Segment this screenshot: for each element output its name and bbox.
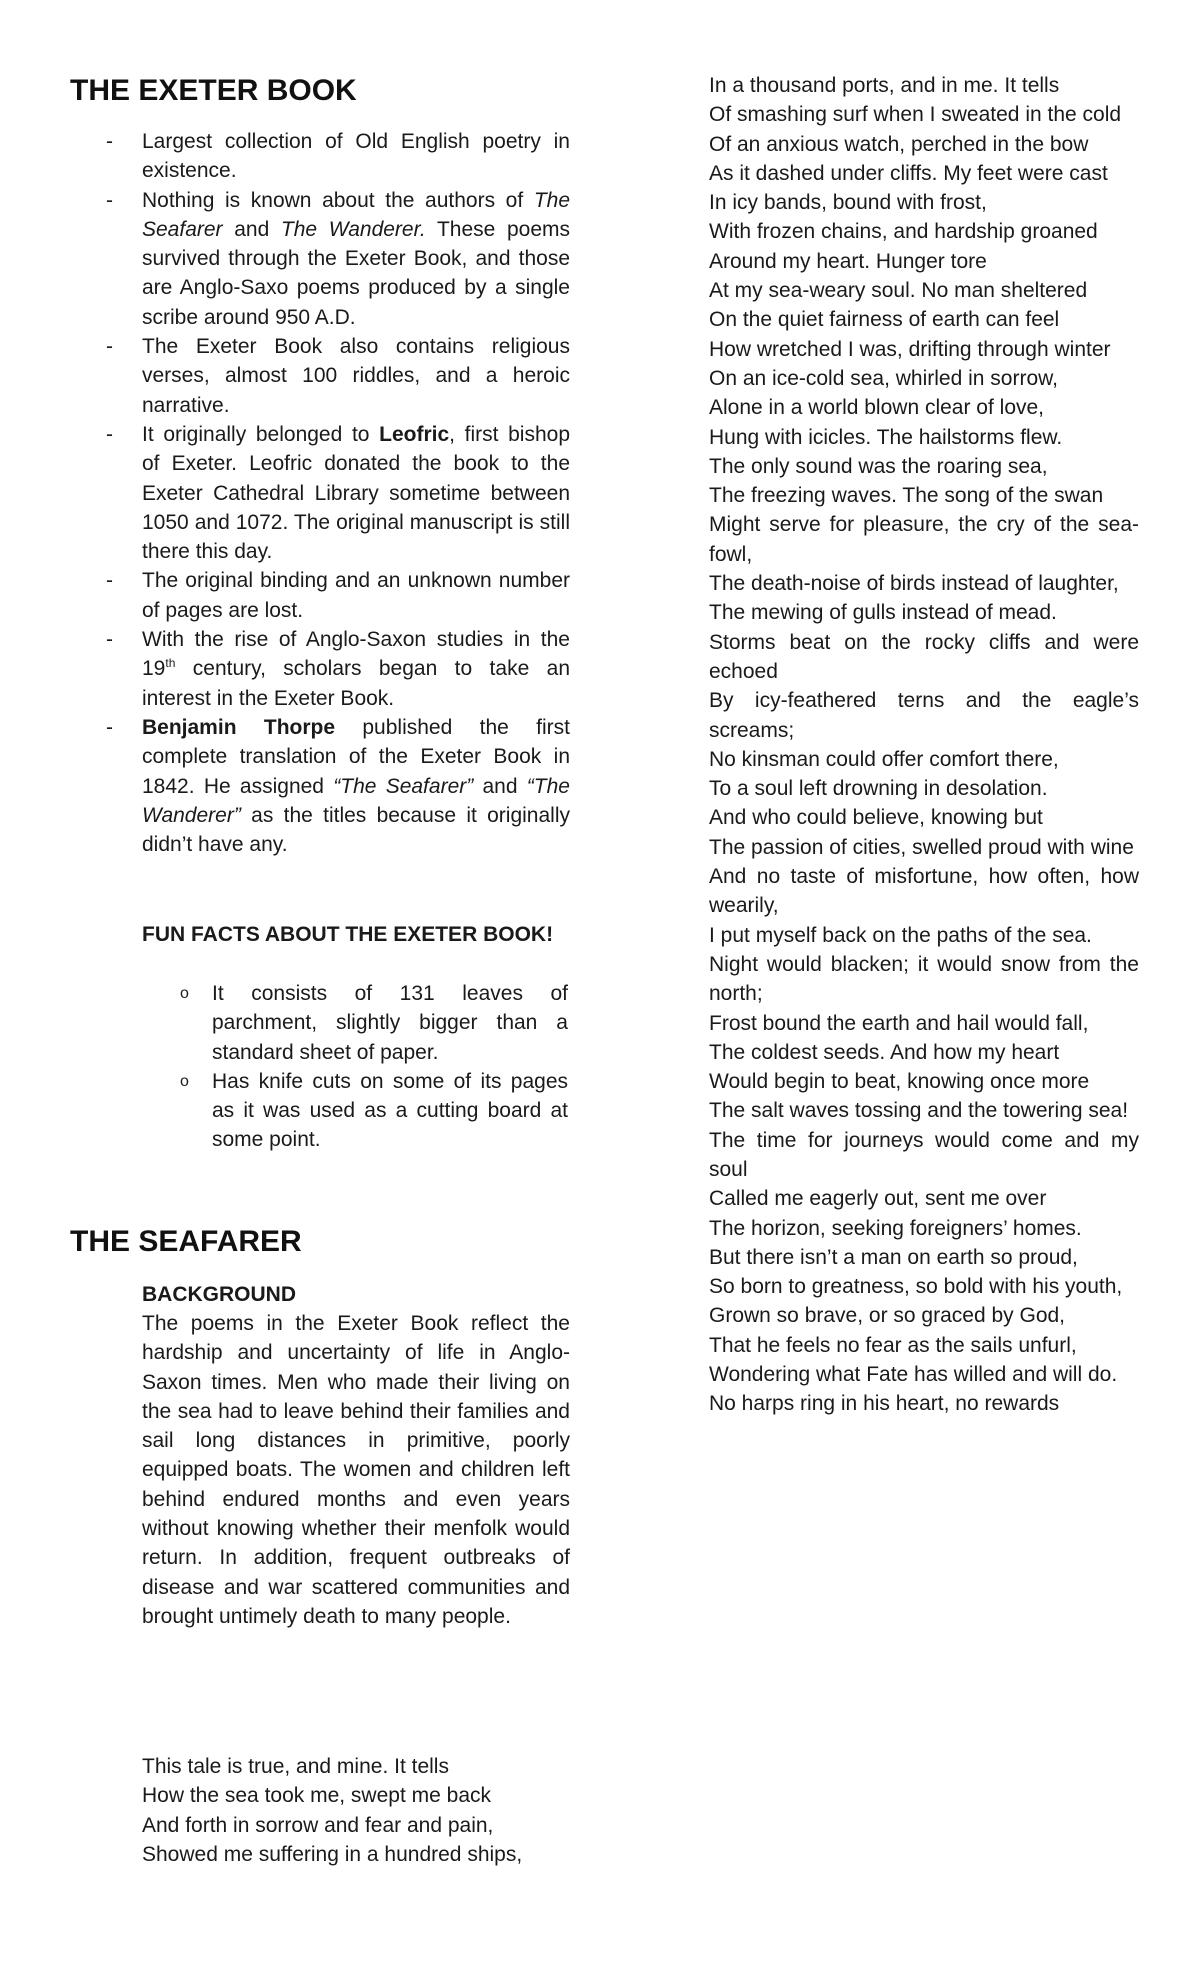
poem-line: Storms beat on the rocky cliffs and were echoed	[709, 630, 1139, 683]
list-item: - The original binding and an unknown number of pages are lost.	[106, 569, 570, 622]
poem-line: Around my heart. Hunger tore	[709, 249, 987, 273]
poem-line: But there isn’t a man on earth so proud,	[709, 1245, 1078, 1269]
poem-line: That he feels no fear as the sails unfurl,	[709, 1333, 1077, 1357]
poem-line: In a thousand ports, and in me. It tells	[709, 74, 1060, 97]
poem-line: The mewing of gulls instead of mead.	[709, 601, 1057, 625]
poem-line: Of an anxious watch, perched in the bow	[709, 132, 1089, 156]
list-item: o Has knife cuts on some of its pages as it was used as a cutting board at some point.	[142, 1067, 568, 1155]
background-heading: BACKGROUND	[142, 1283, 296, 1306]
list-item: - It originally belonged to Leofric, first bishop of Exeter. Leofric donated the book to the Exeter Cathedral Library sometime between 1050 and 1072. The original manuscript is still there this day.	[106, 422, 571, 564]
poem-line: And who could believe, knowing but	[709, 806, 1043, 830]
poem-line: The death-noise of birds instead of laughter,	[709, 572, 1119, 596]
exeter-book-title: THE EXETER BOOK	[70, 74, 357, 107]
poem-line: The time for journeys would come and my soul	[709, 1128, 1139, 1181]
exeter-facts-list	[70, 127, 570, 859]
poem-line: At my sea-weary soul. No man sheltered	[709, 279, 1088, 303]
poem-line: The coldest seeds. And how my heart	[709, 1040, 1060, 1064]
poem-line: How the sea took me, swept me back	[142, 1784, 491, 1808]
poem-line: As it dashed under cliffs. My feet were cast	[709, 161, 1108, 185]
list-item: - The Exeter Book also contains religious verses, almost 100 riddles, and a heroic narrative.	[106, 335, 570, 417]
poem-line: The only sound was the roaring sea,	[709, 454, 1048, 478]
poem-line: Alone in a world blown clear of love,	[709, 396, 1045, 420]
poem-line: Frost bound the earth and hail would fall,	[709, 1011, 1089, 1035]
poem-line: Showed me suffering in a hundred ships,	[142, 1842, 523, 1866]
poem-line: This tale is true, and mine. It tells	[142, 1755, 449, 1778]
poem-line: No kinsman could offer comfort there,	[709, 747, 1059, 771]
right-column	[709, 71, 1139, 1419]
poem-left	[142, 1752, 570, 1869]
fun-facts-list	[142, 979, 568, 1155]
list-item: - Benjamin Thorpe published the first complete translation of the Exeter Book in 1842. He assigned “The Seafarer” and “The Wanderer” as the titles because it originally didn’t have any.	[106, 715, 570, 857]
poem-line: The passion of cities, swelled proud with wine	[709, 835, 1134, 859]
poem-line: The freezing waves. The song of the swan	[709, 484, 1104, 508]
poem-line: Grown so brave, or so graced by God,	[709, 1304, 1066, 1328]
poem-line: With frozen chains, and hardship groaned	[709, 220, 1098, 244]
seafarer-title: THE SEAFARER	[70, 1225, 302, 1258]
poem-line: Night would blacken; it would snow from the north;	[709, 952, 1139, 1006]
poem-line: Would begin to beat, knowing once more	[709, 1070, 1090, 1094]
poem-line: And no taste of misfortune, how often, how wearily,	[709, 865, 1139, 918]
poem-line: Hung with icicles. The hailstorms flew.	[709, 425, 1063, 449]
poem-line: How wretched I was, drifting through winter	[709, 337, 1111, 361]
circle-bullet-icon: o	[180, 1072, 189, 1090]
poem-line: I put myself back on the paths of the sea.	[709, 923, 1092, 947]
poem-line: And forth in sorrow and fear and pain,	[142, 1813, 494, 1837]
list-item: - Largest collection of Old English poetry in existence.	[106, 130, 570, 183]
poem-line: On an ice-cold sea, whirled in sorrow,	[709, 366, 1058, 390]
background-text: The poems in the Exeter Book reflect the hardship and uncertainty of life in Anglo-Saxon times. Men who made their living on the sea had to leave behind their families and sail long distances in primitive, poorly equipped boats. The women and children left behind endured months and even years without knowing whether their menfolk would return. In addition, frequent outbreaks of disease and war scattered communities and brought untimely death to many people.	[142, 1312, 570, 1628]
circle-bullet-icon: o	[180, 985, 189, 1002]
list-item: - With the rise of Anglo-Saxon studies in the 19th century, scholars began to take an interest in the Exeter Book.	[106, 628, 570, 710]
list-item: - Nothing is known about the authors of The Seafarer and The Wanderer. These poems survived through the Exeter Book, and those are Anglo-Saxo poems produced by a single scribe around 950 A.D.	[106, 188, 570, 329]
poem-line: To a soul left drowning in desolation.	[709, 777, 1048, 801]
poem-line: Of smashing surf when I sweated in the cold	[709, 103, 1122, 127]
poem-line: By icy-feathered terns and the eagle’s screams;	[709, 689, 1139, 742]
poem-line: Called me eagerly out, sent me over	[709, 1187, 1047, 1211]
poem-line: No harps ring in his heart, no rewards	[709, 1392, 1060, 1416]
poem-line: The horizon, seeking foreigners’ homes.	[709, 1216, 1082, 1240]
poem-line: Might serve for pleasure, the cry of the sea-fowl,	[709, 513, 1139, 566]
fun-facts-heading: FUN FACTS ABOUT THE EXETER BOOK!	[142, 923, 554, 946]
list-item: o It consists of 131 leaves of parchment, slightly bigger than a standard sheet of paper.	[142, 979, 568, 1067]
poem-line: The salt waves tossing and the towering sea!	[709, 1099, 1129, 1123]
poem-line: In icy bands, bound with frost,	[709, 191, 987, 215]
poem-line: Wondering what Fate has willed and will do.	[709, 1363, 1118, 1387]
poem-line: On the quiet fairness of earth can feel	[709, 308, 1060, 332]
poem-line: So born to greatness, so bold with his youth,	[709, 1275, 1123, 1299]
